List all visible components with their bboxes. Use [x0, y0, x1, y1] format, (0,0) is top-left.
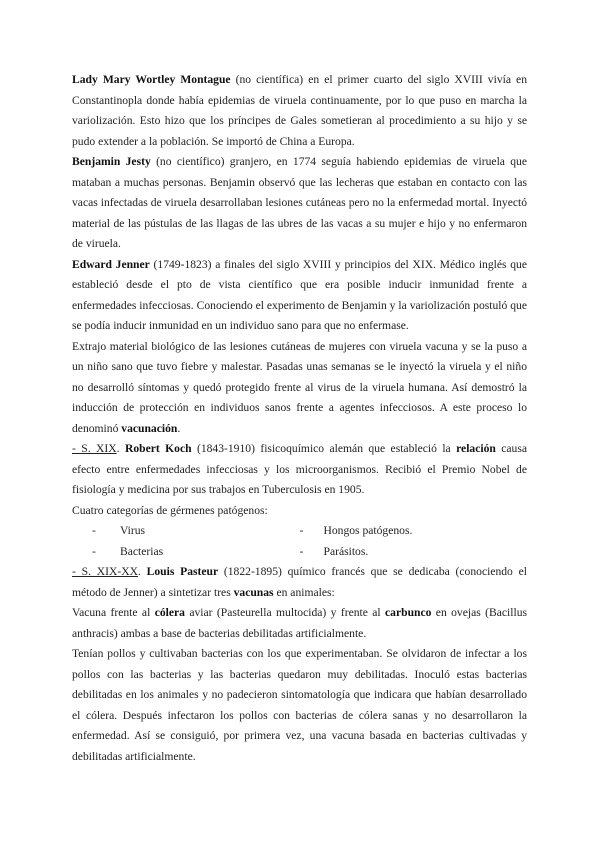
- paragraph-text: Extrajo material biológico de las lesiones cutáneas de mujeres con viruela vacuna y se la puso a un niño sano que tuvo fiebre y malestar. Pasadas unas semanas se le inyectó la viruela y el niño no desarrolló síntomas y quedó protegido frente al virus de la viruela humana. Así demostró la inducción de protección en individuos sanos frente a agentes infecciosos. A este proceso lo denominó: [72, 339, 527, 435]
- paragraph-text: Cuatro categorías de gérmenes patógenos:: [72, 503, 268, 517]
- paragraph-categories: [72, 501, 527, 522]
- list-item-label: Hongos patógenos.: [323, 524, 413, 537]
- key-term: vacunación: [121, 421, 178, 435]
- paragraph-text: (no científico) granjero, en 1774 seguía habiendo epidemias de viruela que mataban a muchas personas. Benjamin observó que las lecheras que estaban en contacto con las vacas infectadas de viruela desarrollaban lesiones cutáneas pero no la enfermedad mortal. Inyectó material de las pústulas de las llagas de las ubres de las vacas a su mujer e hijo y no enfermaron de viruela.: [72, 155, 527, 250]
- list-item: [72, 521, 300, 542]
- list-dash: -: [92, 524, 96, 537]
- paragraph-chickens: [72, 644, 527, 767]
- list-item-label: Parásitos.: [323, 544, 369, 558]
- paragraph-pasteur: [72, 562, 527, 603]
- era-label: - S. XIX: [72, 442, 117, 455]
- paragraph-montague: [72, 70, 527, 152]
- list-item: [300, 521, 528, 542]
- paragraph-text-2: aviar (Pasteurella multocida) y frente al: [184, 606, 386, 619]
- key-term: carbunco: [385, 606, 432, 619]
- paragraph-vaccines: [72, 603, 527, 644]
- list-item-label: Bacterias: [120, 544, 164, 558]
- separator: .: [137, 565, 147, 578]
- list-item: [300, 542, 528, 563]
- pathogen-list: [72, 521, 527, 562]
- person-name: Lady Mary Wortley Montague: [72, 73, 231, 86]
- paragraph-jenner: [72, 255, 527, 337]
- key-term: cólera: [154, 606, 185, 619]
- document-page: [72, 70, 527, 767]
- paragraph-jenner-experiment: [72, 337, 527, 440]
- person-name: Benjamin Jesty: [72, 155, 151, 168]
- paragraph-jesty: [72, 152, 527, 255]
- paragraph-text: Tenían pollos y cultivaban bacterias con los que experimentaban. Se olvidaron de infectar a los pollos con las bacterias y las bacterias quedaron muy debilitadas. Inoculó estas bacterias debilitadas en los animales y no padecieron sintomatología que indicara que habían desarrollado el cólera. Después infectaron los pollos con bacterias de cólera sanas y no desarrollaron la enfermedad. Así se consiguió, por primera vez, una vacuna basada en bacterias cultivadas y debilitadas artificialmente.: [72, 647, 527, 763]
- list-item-label: Virus: [120, 524, 146, 537]
- paragraph-koch: [72, 439, 527, 501]
- paragraph-text: (1822-1895) químico francés que se dedicaba (conociendo el método de Jenner) a sintetizar tres: [72, 565, 527, 599]
- paragraph-text-2: en animales:: [273, 585, 335, 599]
- era-label: - S. XIX-XX: [72, 565, 138, 578]
- person-name: Louis Pasteur: [146, 565, 219, 578]
- paragraph-text: (1843-1910) fisicoquímico alemán que estableció la: [191, 442, 457, 455]
- person-name: Robert Koch: [124, 442, 192, 455]
- list-column-left: [72, 521, 300, 562]
- list-column-right: [300, 521, 528, 562]
- list-dash: -: [299, 524, 304, 537]
- paragraph-text-2: causa efecto entre enfermedades infecciosas y los microorganismos. Recibió el Premio Nobel de fisiología y medicina por sus trabajos en Tuberculosis en 1905.: [72, 442, 527, 496]
- key-term: vacunas: [233, 585, 274, 599]
- key-term: relación: [456, 442, 496, 455]
- list-item: [72, 542, 300, 563]
- list-dash: -: [299, 544, 304, 558]
- paragraph-text: (1749-1823) a finales del siglo XVIII y principios del XIX. Médico inglés que estableció desde el pto de vista científico que era posible inducir inmunidad frente a enfermedades infecciosas. Conociendo el experimento de Benjamin y la variolización postuló que se podía inducir inmunidad en un individuo sano para que no enfermase.: [72, 257, 527, 332]
- list-dash: -: [92, 544, 96, 558]
- paragraph-text-3: en ovejas (Bacillus anthracis) ambas a base de bacterias debilitadas artificialmente.: [72, 606, 527, 640]
- separator: .: [116, 442, 125, 455]
- person-name: Edward Jenner: [72, 257, 150, 271]
- paragraph-end: .: [177, 421, 181, 435]
- paragraph-text: Vacuna frente al: [72, 606, 155, 619]
- paragraph-text: (no científica) en el primer cuarto del siglo XVIII vivía en Constantinopla donde había epidemias de viruela continuamente, por lo que puso en marcha la variolización. Esto hizo que los príncipes de Gales sometieran al procedimiento a su hijo y se pudo extender a la población. Se importó de China a Europa.: [72, 73, 527, 148]
